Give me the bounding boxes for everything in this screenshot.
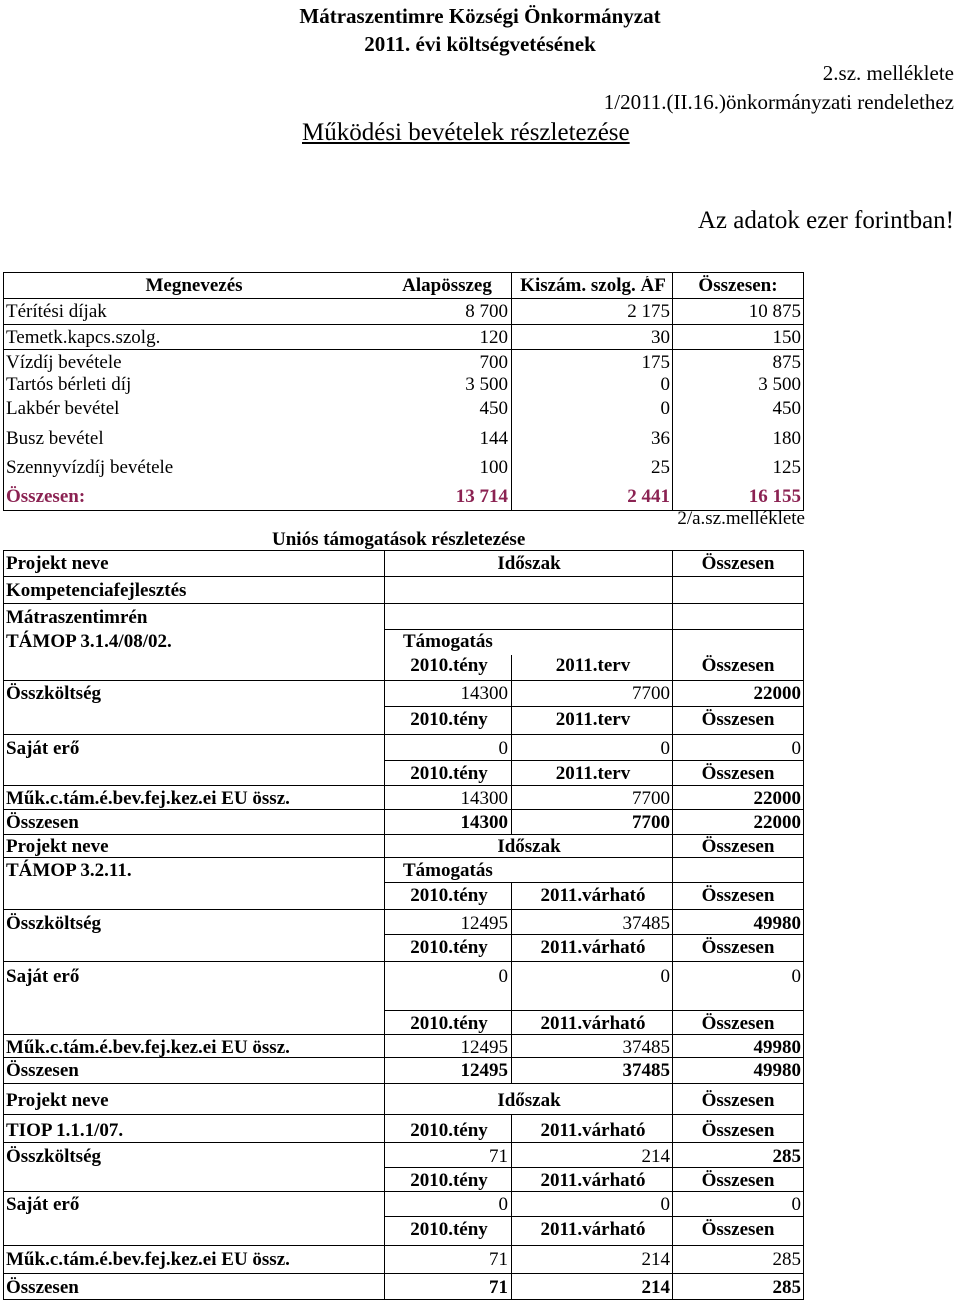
value-total: 0: [791, 966, 801, 987]
column-header-total: Összesen:: [698, 275, 778, 296]
value-total: 49980: [753, 1037, 801, 1058]
value-2010: 71: [489, 1277, 508, 1298]
table-border: [3, 1083, 804, 1084]
col-2011: 2011.várható: [540, 1013, 646, 1034]
value-2011: 7700: [632, 788, 670, 809]
row-eu-label: Műk.c.tám.é.bev.fej.kez.ei EU össz.: [6, 788, 290, 809]
value-2011: 214: [641, 1146, 670, 1167]
project-name: TÁMOP 3.2.11.: [6, 860, 132, 881]
row-total: 3 500: [758, 374, 801, 395]
total-label: Összesen: [701, 553, 775, 574]
col-2010: 2010.tény: [410, 655, 488, 676]
table-border: [511, 272, 512, 510]
table-border: [3, 1273, 804, 1274]
table-border: [384, 550, 385, 1300]
value-2011: 37485: [622, 913, 670, 934]
table-border: [3, 349, 804, 350]
col-total: Összesen: [701, 1120, 775, 1141]
support-label: Támogatás: [403, 860, 493, 881]
value-2010: 71: [489, 1249, 508, 1270]
row-name: Lakbér bevétel: [6, 398, 120, 419]
value-2011: 37485: [622, 1060, 670, 1081]
table-border: [3, 1191, 804, 1192]
project-name: Kompetenciafejlesztés: [6, 580, 187, 601]
table-border: [3, 1142, 804, 1143]
total-base: 13 714: [455, 486, 508, 507]
period-label: Időszak: [497, 553, 561, 574]
column-header-base: Alapösszeg: [402, 275, 492, 296]
value-total: 22000: [753, 788, 801, 809]
row-eu-label: Műk.c.tám.é.bev.fej.kez.ei EU össz.: [6, 1037, 290, 1058]
table-border: [3, 909, 804, 910]
project-name-label: Projekt neve: [6, 553, 109, 574]
row-vat: 36: [651, 428, 670, 449]
col-2010: 2010.tény: [410, 1120, 488, 1141]
value-2011: 214: [641, 1277, 670, 1298]
value-total: 0: [791, 1194, 801, 1215]
support-label: Támogatás: [403, 631, 493, 652]
value-2011: 214: [641, 1249, 670, 1270]
total-label: Összesen:: [6, 486, 86, 507]
table-border: [385, 1216, 804, 1217]
value-2010: 0: [498, 738, 508, 759]
table-border: [3, 576, 804, 577]
col-2010: 2010.tény: [410, 1013, 488, 1034]
value-total: 49980: [753, 913, 801, 934]
col-2010: 2010.tény: [410, 937, 488, 958]
table-border: [3, 857, 804, 858]
row-name: Busz bevétel: [6, 428, 104, 449]
value-2010: 14300: [460, 812, 508, 833]
row-name: Tartós bérleti díj: [6, 374, 132, 395]
value-2010: 12495: [460, 1060, 508, 1081]
period-label: Időszak: [497, 1090, 561, 1111]
row-total: 450: [772, 398, 801, 419]
row-vat: 30: [651, 327, 670, 348]
row-vat: 175: [641, 352, 670, 373]
row-eu-label: Műk.c.tám.é.bev.fej.kez.ei EU össz.: [6, 1249, 290, 1270]
annex-label: 2.sz. melléklete: [822, 61, 954, 85]
table-border: [3, 603, 804, 604]
col-2010: 2010.tény: [410, 763, 488, 784]
table-border: [511, 1115, 512, 1300]
value-total: 285: [772, 1146, 801, 1167]
period-label: Időszak: [497, 836, 561, 857]
row-total: 125: [772, 457, 801, 478]
col-total: Összesen: [701, 937, 775, 958]
project-name: TÁMOP 3.1.4/08/02.: [6, 631, 172, 652]
table-border: [3, 550, 4, 1300]
col-2010: 2010.tény: [410, 1219, 488, 1240]
value-total: 285: [772, 1277, 801, 1298]
table-border: [385, 882, 804, 883]
col-total: Összesen: [701, 1013, 775, 1034]
row-total-cost-label: Összköltség: [6, 1146, 101, 1167]
row-base: 3 500: [465, 374, 508, 395]
row-name: Temetk.kapcs.szolg.: [6, 327, 161, 348]
row-vat: 0: [660, 398, 670, 419]
project-name: Mátraszentimrén: [6, 607, 148, 628]
table-border: [385, 706, 804, 707]
value-total: 22000: [753, 812, 801, 833]
row-name: Térítési díjak: [6, 301, 107, 322]
table-border: [511, 655, 512, 835]
col-2011: 2011.terv: [555, 763, 631, 784]
table-border: [3, 1034, 804, 1035]
table-border: [3, 298, 804, 299]
row-base: 144: [479, 428, 508, 449]
decree-label: 1/2011.(II.16.)önkormányzati rendelethez: [603, 90, 954, 114]
value-total: 49980: [753, 1060, 801, 1081]
project-name-label: Projekt neve: [6, 1090, 109, 1111]
eu-section-title: Uniós támogatások részletezése: [272, 529, 526, 550]
col-2010: 2010.tény: [410, 709, 488, 730]
table-border: [3, 809, 804, 810]
table-border: [385, 629, 804, 630]
value-2010: 12495: [460, 913, 508, 934]
col-2010: 2010.tény: [410, 885, 488, 906]
project-name: TIOP 1.1.1/07.: [6, 1120, 124, 1141]
col-total: Összesen: [701, 885, 775, 906]
table-border: [511, 883, 512, 1084]
row-own-label: Saját erő: [6, 1194, 80, 1215]
table-border: [3, 272, 4, 510]
value-2011: 0: [660, 738, 670, 759]
table-border: [385, 1167, 804, 1168]
col-2011: 2011.várható: [540, 1219, 646, 1240]
total-label: Összesen: [701, 836, 775, 857]
table-border: [385, 934, 804, 935]
row-total: 150: [772, 327, 801, 348]
value-2010: 12495: [460, 1037, 508, 1058]
row-sum-label: Összesen: [6, 1277, 79, 1298]
table-border: [672, 550, 673, 1300]
col-2011: 2011.várható: [540, 1120, 646, 1141]
value-2011: 37485: [622, 1037, 670, 1058]
table-border: [3, 1299, 804, 1300]
value-2010: 0: [498, 966, 508, 987]
column-header-vat: Kiszám. szolg. ÁF: [520, 276, 666, 295]
row-base: 100: [479, 457, 508, 478]
table-border: [3, 961, 804, 962]
col-2010: 2010.tény: [410, 1170, 488, 1191]
table-border: [672, 272, 673, 510]
table-border: [3, 1114, 804, 1115]
col-2011: 2011.várható: [540, 937, 646, 958]
table-border: [385, 760, 804, 761]
table-border: [3, 1245, 804, 1246]
value-total: 285: [772, 1249, 801, 1270]
col-total: Összesen: [701, 1170, 775, 1191]
row-total: 180: [772, 428, 801, 449]
total-total: 16 155: [748, 486, 801, 507]
row-total-cost-label: Összköltség: [6, 683, 101, 704]
table-border: [3, 324, 804, 325]
total-vat: 2 441: [627, 486, 670, 507]
eu-annex-label: 2/a.sz.melléklete: [677, 508, 805, 529]
col-2011: 2011.várható: [540, 1170, 646, 1191]
column-header-name: Megnevezés: [145, 275, 243, 296]
table-border: [3, 550, 804, 551]
row-base: 450: [479, 398, 508, 419]
row-total: 875: [772, 352, 801, 373]
value-total: 0: [791, 738, 801, 759]
project-name-label: Projekt neve: [6, 836, 109, 857]
row-name: Vízdíj bevétele: [6, 352, 122, 373]
row-own-label: Saját erő: [6, 966, 80, 987]
row-name: Szennyvízdíj bevétele: [6, 457, 174, 478]
table-border: [3, 785, 804, 786]
total-label: Összesen: [701, 1090, 775, 1111]
row-total: 10 875: [748, 301, 801, 322]
document-title: Mátraszentimre Községi Önkormányzat: [299, 4, 661, 28]
row-total-cost-label: Összköltség: [6, 913, 101, 934]
document-subtitle: 2011. évi költségvetésének: [364, 32, 596, 56]
table-border: [3, 734, 804, 735]
table-border: [3, 272, 804, 273]
value-2010: 71: [489, 1146, 508, 1167]
value-2010: 14300: [460, 683, 508, 704]
col-2011: 2011.terv: [555, 655, 631, 676]
col-total: Összesen: [701, 655, 775, 676]
value-total: 22000: [753, 683, 801, 704]
col-2011: 2011.várható: [540, 885, 646, 906]
row-sum-label: Összesen: [6, 1060, 79, 1081]
row-vat: 25: [651, 457, 670, 478]
row-vat: 0: [660, 374, 670, 395]
row-own-label: Saját erő: [6, 738, 80, 759]
value-2011: 0: [660, 966, 670, 987]
row-base: 120: [479, 327, 508, 348]
col-2011: 2011.terv: [555, 709, 631, 730]
table-border: [3, 680, 804, 681]
value-2011: 7700: [632, 683, 670, 704]
table-border: [3, 834, 804, 835]
col-total: Összesen: [701, 1219, 775, 1240]
row-base: 8 700: [465, 301, 508, 322]
value-2010: 14300: [460, 788, 508, 809]
row-sum-label: Összesen: [6, 812, 79, 833]
row-base: 700: [479, 352, 508, 373]
table-border: [385, 1010, 804, 1011]
table-border: [803, 272, 804, 510]
value-2011: 7700: [632, 812, 670, 833]
table-border: [803, 550, 804, 1300]
col-total: Összesen: [701, 763, 775, 784]
table-border: [3, 1057, 804, 1058]
value-2011: 0: [660, 1194, 670, 1215]
col-total: Összesen: [701, 709, 775, 730]
row-vat: 2 175: [627, 301, 670, 322]
unit-note: Az adatok ezer forintban!: [697, 207, 954, 234]
section-title: Működési bevételek részletezése: [302, 119, 630, 146]
value-2010: 0: [498, 1194, 508, 1215]
